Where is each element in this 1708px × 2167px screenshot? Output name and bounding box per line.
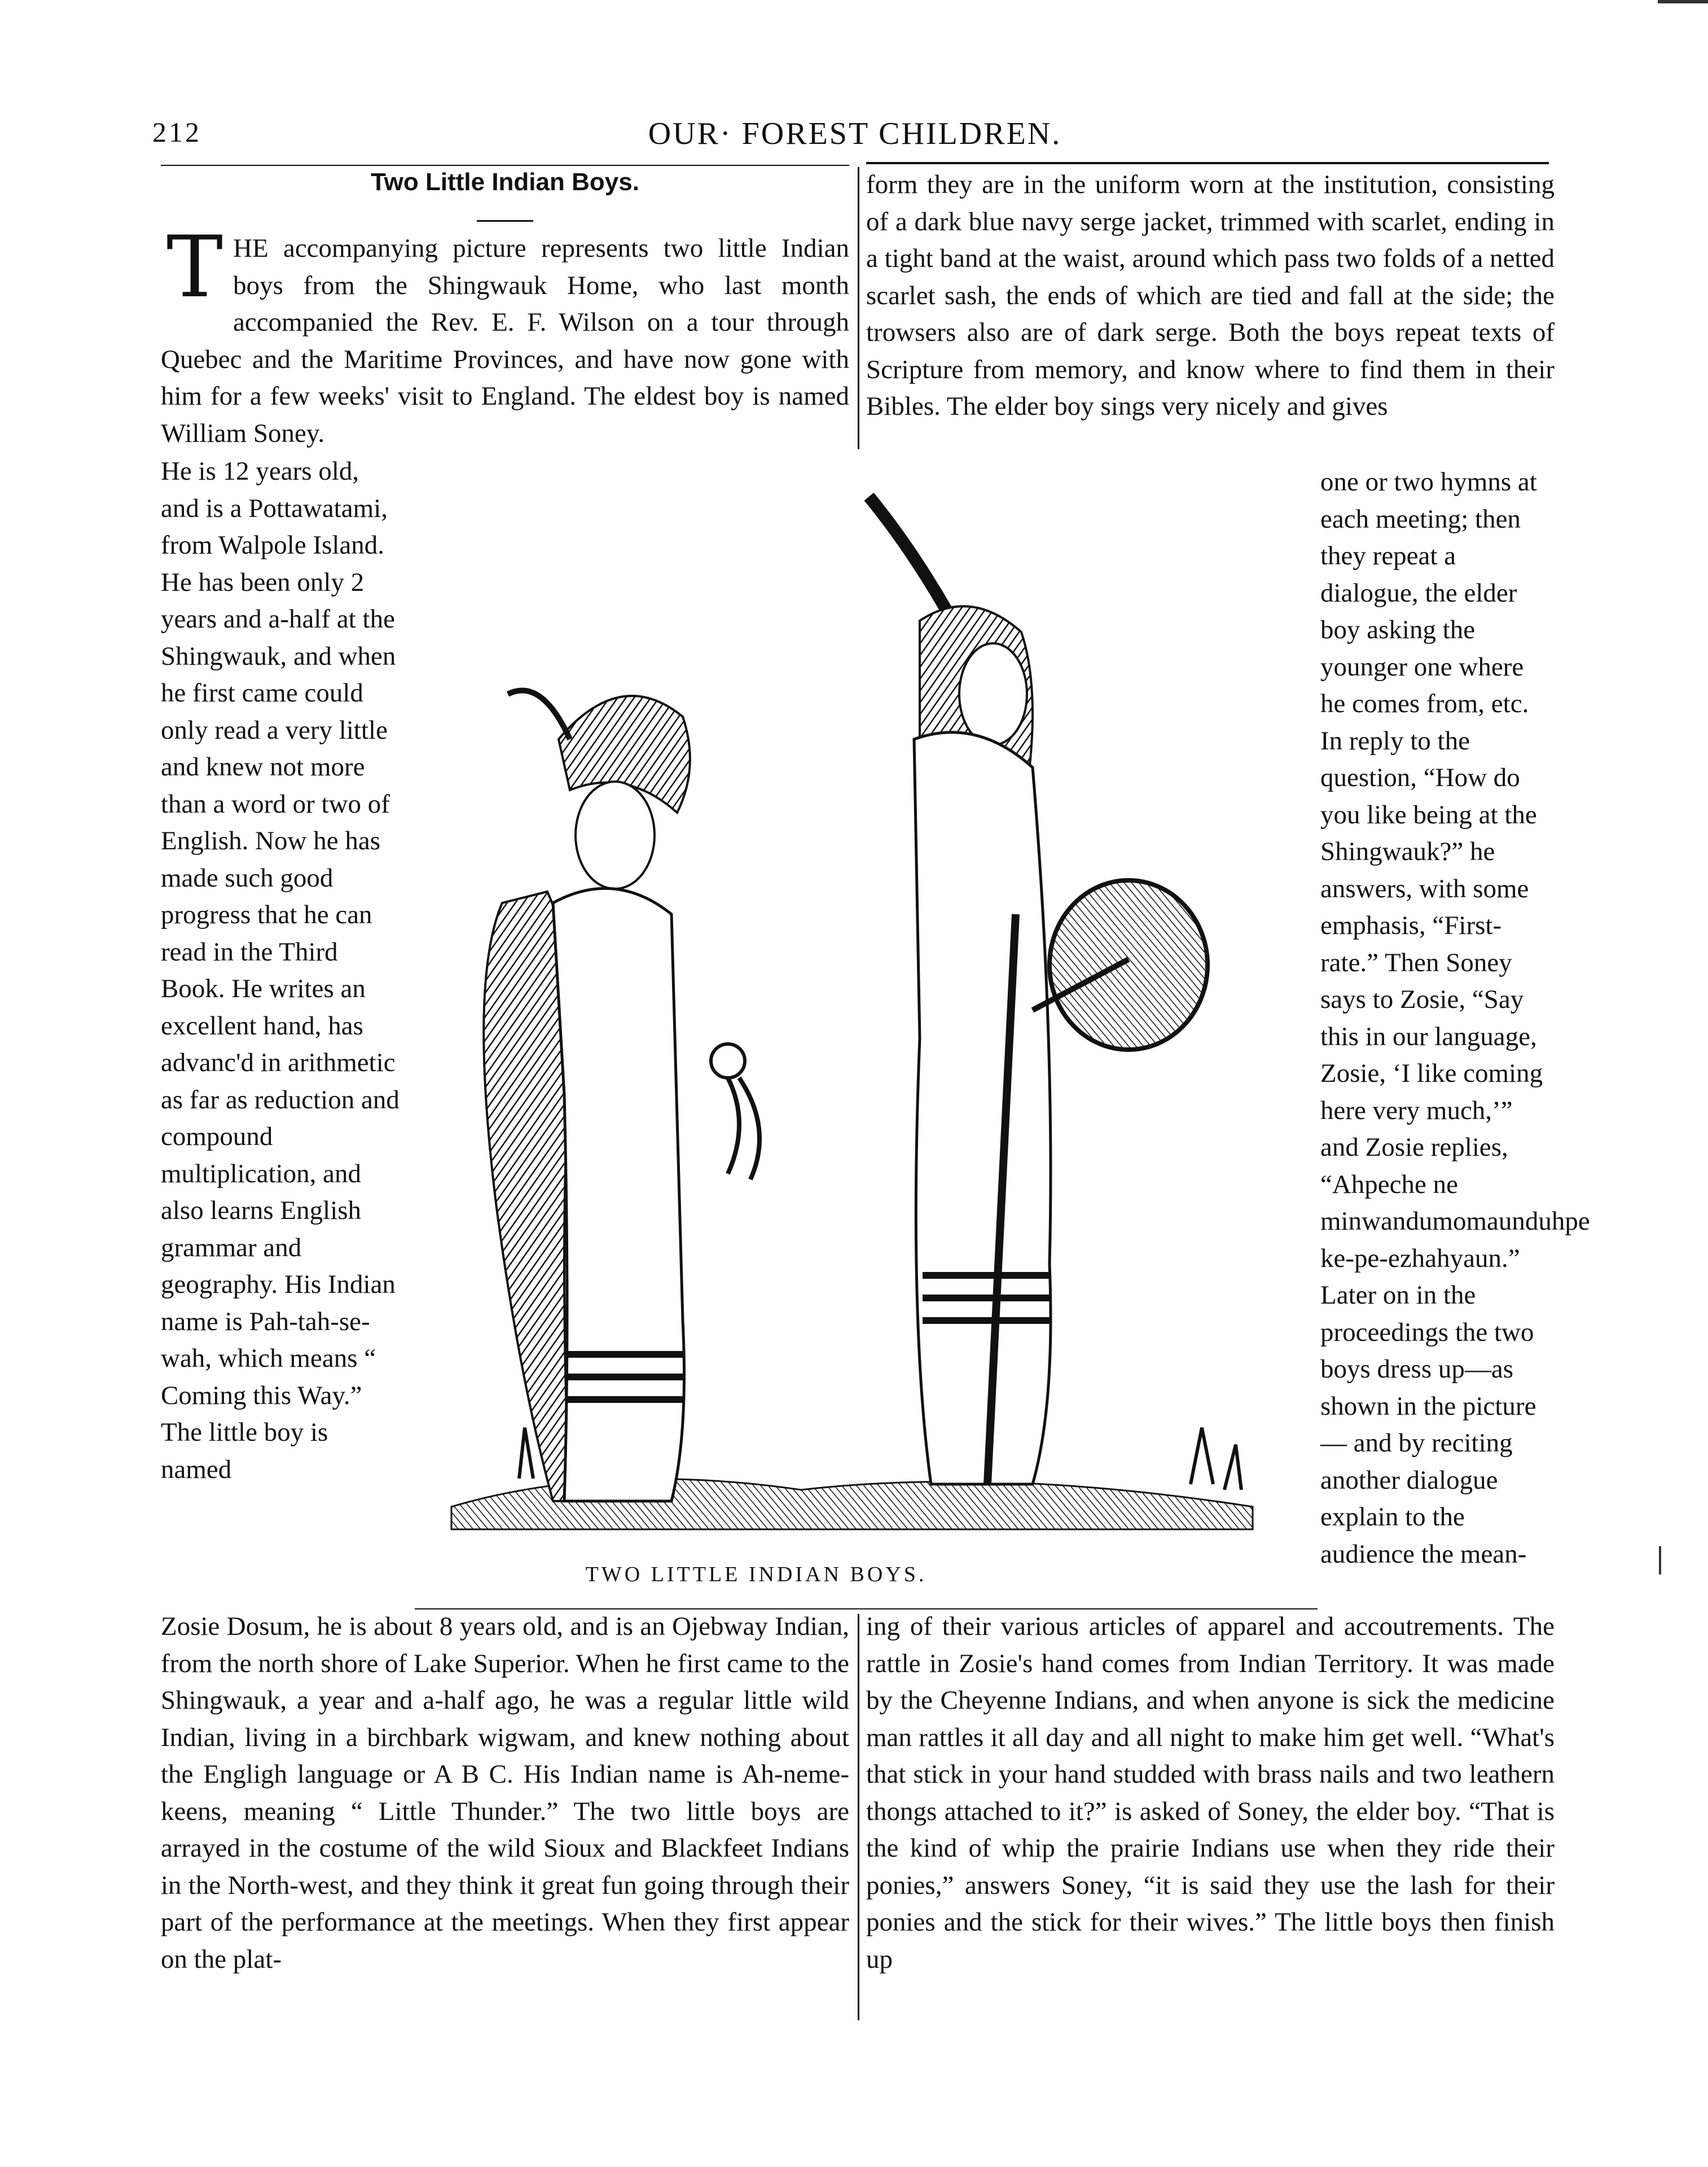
column-divider-bottom (858, 1614, 859, 2020)
publication-title: OUR· FOREST CHILDREN. (648, 116, 1062, 151)
rattle-thongs (728, 1078, 759, 1179)
feather (508, 691, 570, 739)
header-rule-left (161, 165, 849, 166)
small-boy-robe (553, 888, 684, 1501)
small-boy-face (576, 782, 655, 889)
soney-paragraph: He is 12 years old, and is a Pottawatami, from Walpole Island. He has been only 2 years and a-half at the Shingwauk, and when he first came could only read a very little and knew not more than a word or two of English. Now he has made such good progress that he can read in the Third Book. He writes an excellent hand, has advanc'd in arithmetic as far as reduction and compound multiplication, and also learns English grammar and geography. His Indian name is Pah-tah-se-wah, which means “ Coming this Way.” The little boy is named (161, 457, 399, 1484)
right-narrow-text (1320, 464, 1590, 1573)
right-bottom-text (866, 1608, 1555, 1978)
left-narrow-text (161, 453, 401, 1488)
page-number: 212 (152, 116, 201, 148)
scan-edge-mark (1658, 0, 1708, 3)
rattle (711, 1044, 745, 1078)
engraving-illustration (434, 474, 1270, 1546)
apparel-paragraph: ing of their various articles of apparel and accoutrements. The rattle in Zosie's hand comes from Indian Territory. It was made by the Cheyenne Indians, and when anyone is sick the medicine man rattles it all day and all night to make him get well. “What's that stick in your hand studded with brass nails and two leathern thongs attached to it?” is asked of Soney, the elder boy. “That is the kind of whip the prairie Indians use when they ride their ponies,” answers Soney, “it is said they use the lash for their ponies and the stick for their wives.” The little boys then finish up (866, 1612, 1555, 1974)
illustration-caption: TWO LITTLE INDIAN BOYS. (585, 1563, 927, 1586)
article-heading: Two Little Indian Boys. (371, 168, 639, 196)
heading-rule (477, 220, 533, 222)
right-top-text (866, 166, 1555, 425)
big-boy-face (959, 643, 1027, 745)
zosie-paragraph: Zosie Dosum, he is about 8 years old, and is an Ojebway Indian, from the north shore of Lake Superior. When he first came to the Shingwauk, a year and a-half ago, he was a regular little wild Indian, living in a birchbark wigwam, and knew nothing about the Engligh language or A B C. His Indian name is Ah-neme-keens, meaning “ Little Thunder.” The two little boys are arrayed in the costume of the wild Sioux and Blackfeet Indians in the North-west, and they think it great fun going through their part of the performance at the meetings. When they first appear on the plat- (161, 1612, 849, 1974)
column-divider-top (858, 167, 859, 449)
drum (1050, 880, 1208, 1050)
drop-cap: T (166, 218, 223, 317)
engraving-svg (434, 474, 1270, 1546)
left-bottom-text (161, 1608, 849, 1978)
header-rule (866, 162, 1549, 164)
left-intro-text (161, 218, 849, 452)
dialogue-paragraph: one or two hymns at each meeting; then they repeat a dialogue, the elder boy asking the younger one where he comes from, etc. In reply to the question, “How do you like being at the Shingwauk?” he answers, with some emphasis, “First-rate.” Then Soney says to Zosie, “Say this in our language, Zosie, ‘I like coming here very much,’” and Zosie replies, “Ahpeche ne minwandumomaunduhpe ke-pe-ezhahyaun.” Later on in the proceedings the two boys dress up—as shown in the picture — and by reciting another dialogue explain to the audience the mean- (1320, 467, 1590, 1569)
running-header (152, 116, 1557, 155)
uniform-paragraph: form they are in the uniform worn at the institution, consisting of a dark blue navy serge jacket, trimmed with scarlet, ending in a tight band at the waist, around which pass two folds of a netted scarlet sash, the ends of which are tied and fall at the side; the trowsers also are of dark serge. Both the boys repeat texts of Scripture from memory, and know where to find them in their Bibles. The elder boy sings very nicely and gives (866, 170, 1555, 421)
intro-paragraph: HE accompanying picture represents two little Indian boys from the Shingwauk Home, who last month accompanied the Rev. E. F. Wilson on a tour through Quebec and the Maritime Provinces, and have now gone with him for a few weeks' visit to England. The eldest boy is named William Soney. (161, 234, 849, 448)
scan-speck (1659, 1546, 1661, 1574)
big-boy-robe (914, 732, 1051, 1484)
